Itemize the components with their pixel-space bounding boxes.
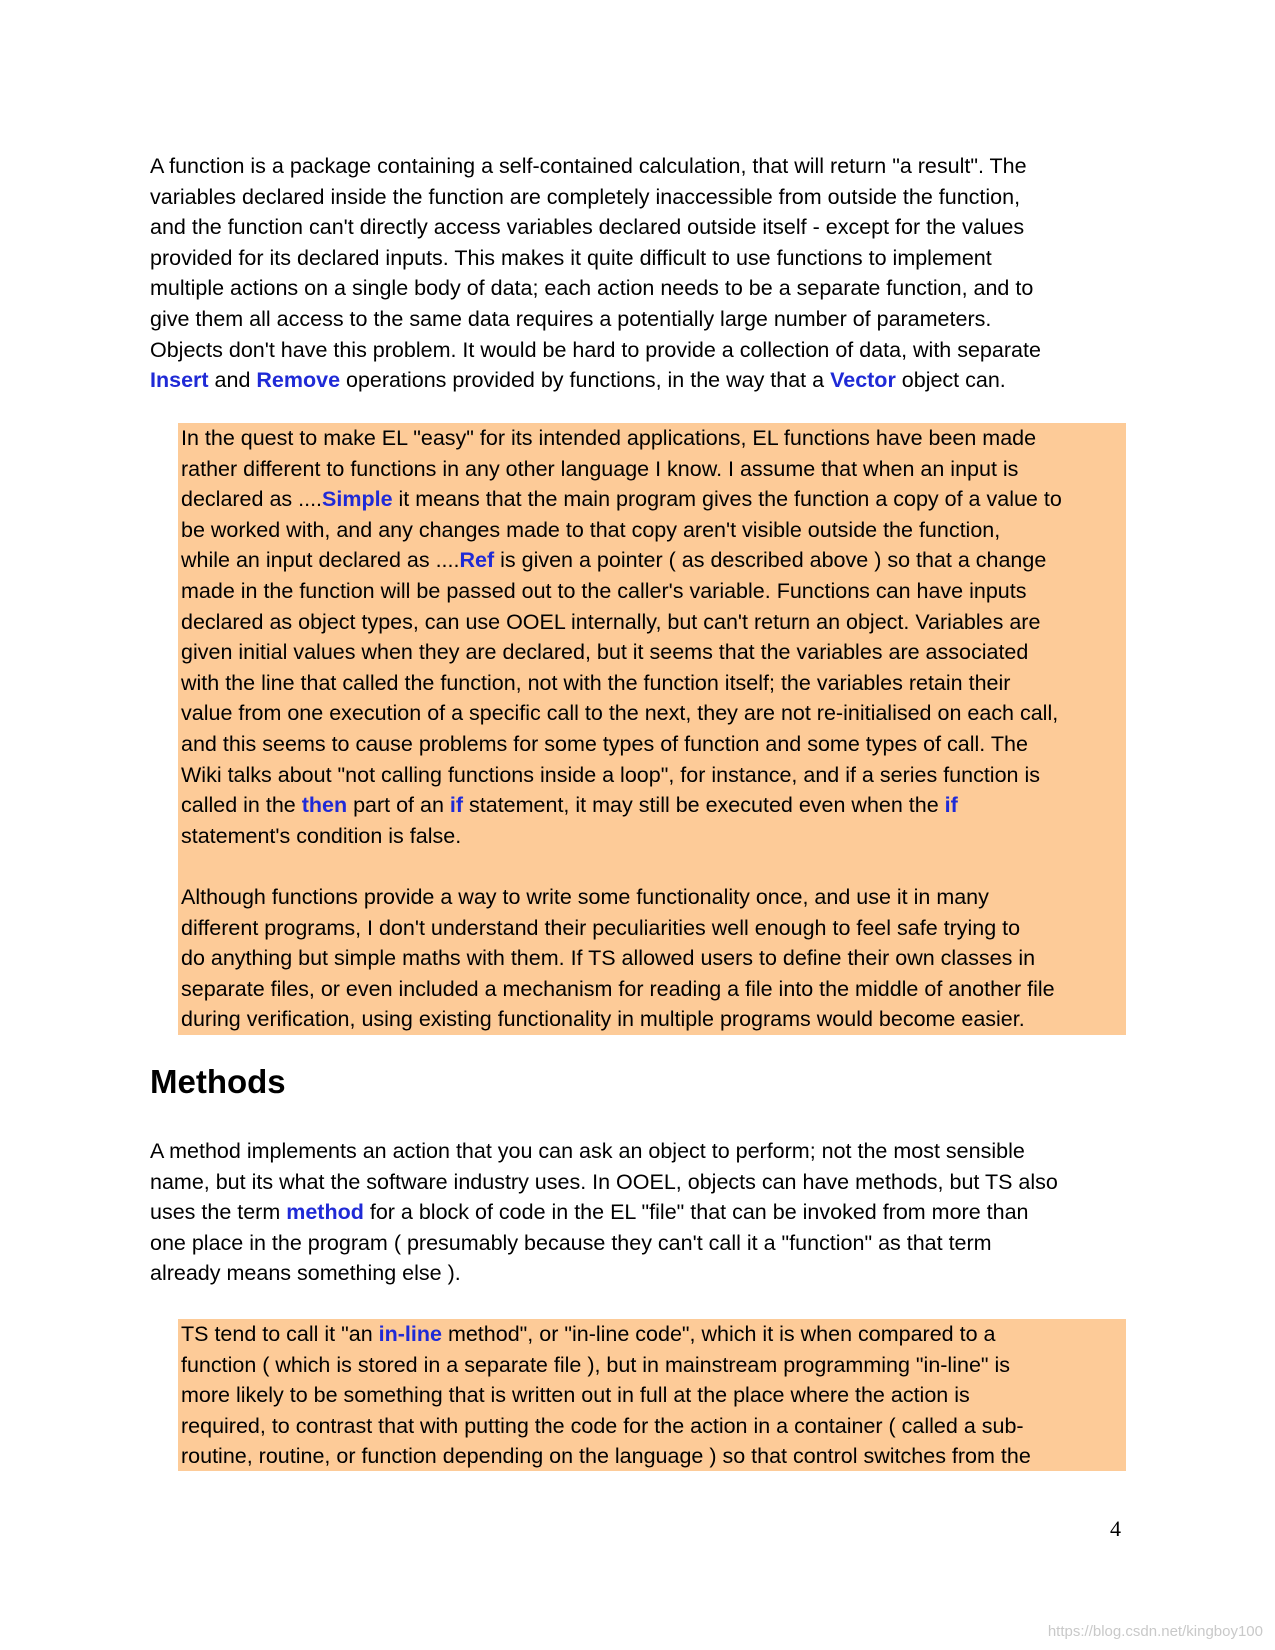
note-line: function ( which is stored in a separate file ), but in mainstream programming "in-line" is (181, 1352, 1011, 1377)
note-line: statement, it may still be executed even when the (463, 793, 945, 818)
methods-line (150, 1197, 1125, 1228)
keyword-if: if (449, 793, 464, 818)
note-line: be worked with, and any changes made to that copy aren't visible outside the function, (181, 517, 1001, 542)
intro-paragraph (150, 151, 1125, 396)
intro-text: object can. (895, 368, 1006, 393)
inline-note-box (178, 1319, 1126, 1471)
paragraph-gap (181, 851, 1126, 882)
functions-note-box (178, 423, 1126, 1035)
note-line: separate files, or even included a mechanism for reading a file into the middle of another file (181, 976, 1055, 1001)
note-line: part of an (347, 793, 450, 818)
note-line: with the line that called the function, not with the function itself; the variables retain their (181, 670, 1011, 695)
note-line: In the quest to make EL "easy" for its intended applications, EL functions have been made (181, 426, 1037, 450)
note-line: declared as .... (181, 487, 323, 512)
intro-text: and (208, 368, 257, 393)
intro-text: operations provided by functions, in the way that a (340, 368, 831, 393)
note-line: Although functions provide a way to write some functionality once, and use it in many (181, 884, 989, 909)
note-line: and this seems to cause problems for some types of function and some types of call. The (181, 731, 1028, 756)
section-heading-methods: Methods (150, 1063, 286, 1100)
note-line: during verification, using existing functionality in multiple programs would become easier. (181, 1007, 1025, 1032)
keyword-ref: Ref (459, 548, 495, 573)
note-paragraph (181, 882, 1126, 1035)
keyword-simple: Simple (322, 487, 393, 512)
intro-line: give them all access to the same data requires a potentially large number of parameters. (150, 306, 992, 331)
methods-text: for a block of code in the EL "file" that can be invoked from more than (363, 1200, 1029, 1225)
keyword-vector: Vector (830, 368, 896, 393)
note-line: declared as object types, can use OOEL internally, but can't return an object. Variables are (181, 609, 1041, 634)
keyword-insert: Insert (150, 368, 209, 393)
methods-line: A method implements an action that you can ask an object to perform; not the most sensible (150, 1139, 1025, 1163)
page-number: 4 (1110, 1516, 1121, 1541)
intro-line (150, 365, 1125, 396)
note-line: rather different to functions in any other language I know. I assume that when an input is (181, 456, 1019, 481)
note-line: made in the function will be passed out to the caller's variable. Functions can have inputs (181, 578, 1027, 603)
note-line: is given a pointer ( as described above ) so that a change (494, 548, 1047, 573)
methods-line: one place in the program ( presumably because they can't call it a "function" as that term (150, 1230, 992, 1255)
keyword-if: if (944, 793, 958, 818)
note-line: different programs, I don't understand their peculiarities well enough to feel safe trying to (181, 915, 1021, 940)
note-line: given initial values when they are declared, but it seems that the variables are associated (181, 640, 1029, 665)
intro-line: multiple actions on a single body of data; each action needs to be a separate function, and to (150, 276, 1034, 301)
methods-text: uses the term (150, 1200, 287, 1225)
note-line: while an input declared as .... (181, 548, 460, 573)
keyword-remove: Remove (256, 368, 341, 393)
note-line: method", or "in-line code", which it is when compared to a (441, 1322, 996, 1346)
keyword-then: then (301, 793, 348, 818)
note-line: Wiki talks about "not calling functions inside a loop", for instance, and if a series function is (181, 762, 1040, 787)
note-paragraph (181, 1319, 1126, 1472)
note-paragraph (181, 423, 1126, 851)
note-line: it means that the main program gives the function a copy of a value to (392, 487, 1062, 512)
keyword-method: method (286, 1200, 364, 1225)
note-line: required, to contrast that with putting the code for the action in a container ( called a sub- (181, 1413, 1024, 1438)
note-line: more likely to be something that is written out in full at the place where the action is (181, 1383, 970, 1408)
note-line: routine, routine, or function depending on the language ) so that control switches from the (181, 1444, 1031, 1469)
watermark: https://blog.csdn.net/kingboy100 (1047, 1623, 1263, 1640)
methods-line: name, but its what the software industry uses. In OOEL, objects can have methods, but TS also (150, 1169, 1058, 1194)
note-line: do anything but simple maths with them. If TS allowed users to define their own classes in (181, 946, 1036, 971)
intro-line: provided for its declared inputs. This makes it quite difficult to use functions to implement (150, 245, 992, 270)
methods-paragraph (150, 1136, 1125, 1289)
intro-line: A function is a package containing a self-contained calculation, that will return "a result". The (150, 154, 1027, 178)
intro-line: Objects don't have this problem. It would be hard to provide a collection of data, with separate (150, 337, 1041, 362)
methods-line: already means something else ). (150, 1261, 461, 1286)
intro-line: variables declared inside the function are completely inaccessible from outside the function, (150, 184, 1021, 209)
keyword-in-line: in-line (378, 1322, 442, 1346)
intro-line: and the function can't directly access variables declared outside itself - except for the values (150, 215, 1025, 240)
note-line: TS tend to call it "an (181, 1322, 379, 1346)
note-line: statement's condition is false. (181, 823, 462, 848)
note-line: value from one execution of a specific call to the next, they are not re-initialised on each call, (181, 701, 1059, 726)
note-line: called in the (181, 793, 302, 818)
